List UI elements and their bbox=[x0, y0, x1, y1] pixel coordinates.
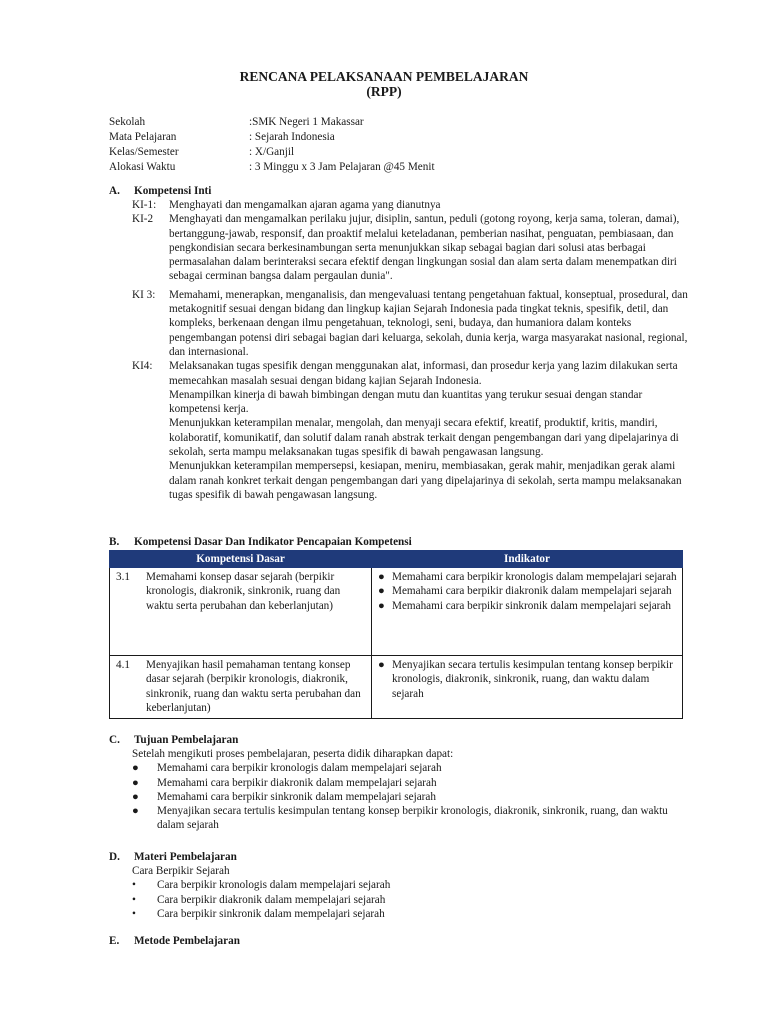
list-item: ● Menyajikan secara tertulis kesimpulan tentang konsep berpikir kronologis, diakronik, sinkronik, ruang, dan waktu dalam sejarah bbox=[132, 805, 668, 832]
materi-list bbox=[132, 864, 692, 921]
section-heading-e: E. Metode Pembelajaran bbox=[109, 935, 240, 947]
list-item: ● Memahami cara berpikir kronologis dalam mempelajari sejarah bbox=[132, 762, 442, 775]
table-header-kompetensi-dasar: Kompetensi Dasar bbox=[110, 551, 372, 568]
table-row bbox=[110, 656, 683, 719]
ki4-paragraph: Menunjukkan keterampilan mempersepsi, kesiapan, meniru, membiasakan, gerak mahir, menjadikan gerak alami dalam ranah konkret terkait dengan pengembangan dari yang dipelajarinya di sekolah, serta mampu melaksanakan tugas spesifik di bawah pengawasan langsung. bbox=[169, 460, 682, 501]
table-header-indikator: Indikator bbox=[372, 551, 683, 568]
list-item: • Cara berpikir diakronik dalam mempelajari sejarah bbox=[132, 893, 386, 906]
table-cell-kd: 4.1 Menyajikan hasil pemahaman tentang konsep dasar sejarah (berpikir kronologis, diakronik, sinkronik, ruang dan waktu serta perubahan dan keberlanjutan) bbox=[110, 656, 372, 719]
section-heading-b: B. Kompetensi Dasar Dan Indikator Pencapaian Kompetensi bbox=[109, 536, 412, 548]
list-item: ● Memahami cara berpikir sinkronik dalam mempelajari sejarah bbox=[132, 790, 436, 803]
identity-block bbox=[109, 115, 435, 175]
section-heading-d: D. Materi Pembelajaran bbox=[109, 851, 237, 863]
ki-item: KI 3: Memahami, menerapkan, menganalisis, dan mengevaluasi tentang pengetahuan faktual, konseptual, prosedural, dan metakognitif sesuai dengan bidang dan lingkup kajian Sejarah Indonesia pada tingkat teknis, spesifik, detil, dan kompleks, berkenaan dengan ilmu pengetahuan, teknologi, seni, budaya, dan humaniora dalam konteks pengembangan potensi diri sebagai bagian dari keluarga, sekolah, dunia kerja, warga masyarakat nasional, regional, dan internasional. bbox=[132, 288, 688, 358]
identity-row-kelas: Kelas/Semester : X/Ganjil bbox=[109, 146, 295, 158]
ki-item: KI-2 Menghayati dan mengamalkan perilaku jujur, disiplin, santun, peduli (gotong royong, kerja sama, toleran, damai), bertanggung-jawab, responsif, dan proaktif melalui keteladanan, pemberian nasihat, penguatan, pembiasaan, dan pengkondisian secara berkesinambungan serta menunjukkan sikap sebagai bagian dari solusi atas berbagai permasalahan dalam berinteraksi secara efektif dengan lingkungan sosial dan alam serta dalam menempatkan diri sebagai cerminan bangsa dalam pergaulan dunia". bbox=[132, 213, 680, 283]
section-heading-a: A. Kompetensi Inti bbox=[109, 185, 212, 197]
section-heading-c: C. Tujuan Pembelajaran bbox=[109, 734, 239, 746]
table-cell-indikator bbox=[372, 656, 683, 719]
ki-item: KI4: Melaksanakan tugas spesifik dengan menggunakan alat, informasi, dan prosedur kerja yang lazim dilakukan serta memecahkan masalah sesuai dengan bidang kajian Sejarah Indonesia. bbox=[132, 360, 678, 387]
kompetensi-inti-list bbox=[132, 198, 692, 502]
document-title: RENCANA PELAKSANAAN PEMBELAJARAN bbox=[239, 69, 529, 84]
indikator-item: ● Memahami cara berpikir diakronik dalam mempelajari sejarah bbox=[378, 585, 672, 598]
ki4-paragraph: Menunjukkan keterampilan menalar, mengolah, dan menyaji secara efektif, kreatif, produktif, kritis, mandiri, kolaboratif, komunikatif, dan solutif dalam ranah abstrak terkait dengan pengembangan dari yang dipelajarinya di sekolah, serta mampu melaksanakan tugas spesifik di bawah pengawasan langsung. bbox=[169, 417, 679, 459]
document-subtitle: (RPP) bbox=[366, 84, 402, 99]
list-item: • Cara berpikir sinkronik dalam mempelajari sejarah bbox=[132, 907, 385, 920]
tujuan-list bbox=[132, 747, 692, 833]
list-item: • Cara berpikir kronologis dalam mempelajari sejarah bbox=[132, 879, 391, 892]
kompetensi-table bbox=[109, 550, 683, 719]
table-cell-indikator bbox=[372, 568, 683, 656]
indikator-item: ● Memahami cara berpikir sinkronik dalam mempelajari sejarah bbox=[378, 599, 671, 612]
list-item: ● Memahami cara berpikir diakronik dalam mempelajari sejarah bbox=[132, 776, 437, 789]
tujuan-intro: Setelah mengikuti proses pembelajaran, peserta didik diharapkan dapat: bbox=[132, 748, 454, 760]
table-cell-kd: 3.1 Memahami konsep dasar sejarah (berpikir kronologis, diakronik, sinkronik, ruang dan waktu serta perubahan dan keberlanjutan) bbox=[110, 568, 372, 656]
indikator-item: ● Memahami cara berpikir kronologis dalam mempelajari sejarah bbox=[378, 571, 677, 583]
indikator-item: ● Menyajikan secara tertulis kesimpulan tentang konsep berpikir kronologis, diakronik, sinkronik, ruang, dan waktu dalam sejarah bbox=[378, 659, 673, 700]
identity-row-alokasi: Alokasi Waktu : 3 Minggu x 3 Jam Pelajaran @45 Menit bbox=[109, 161, 435, 173]
materi-intro: Cara Berpikir Sejarah bbox=[132, 865, 230, 877]
identity-row-mapel: Mata Pelajaran : Sejarah Indonesia bbox=[109, 131, 335, 143]
identity-row-sekolah: Sekolah :SMK Negeri 1 Makassar bbox=[109, 116, 364, 128]
table-row bbox=[110, 568, 683, 656]
ki-item: KI-1: Menghayati dan mengamalkan ajaran agama yang dianutnya bbox=[132, 199, 441, 211]
ki4-paragraph: Menampilkan kinerja di bawah bimbingan dengan mutu dan kuantitas yang terukur sesuai dengan standar kompetensi kerja. bbox=[169, 388, 643, 416]
